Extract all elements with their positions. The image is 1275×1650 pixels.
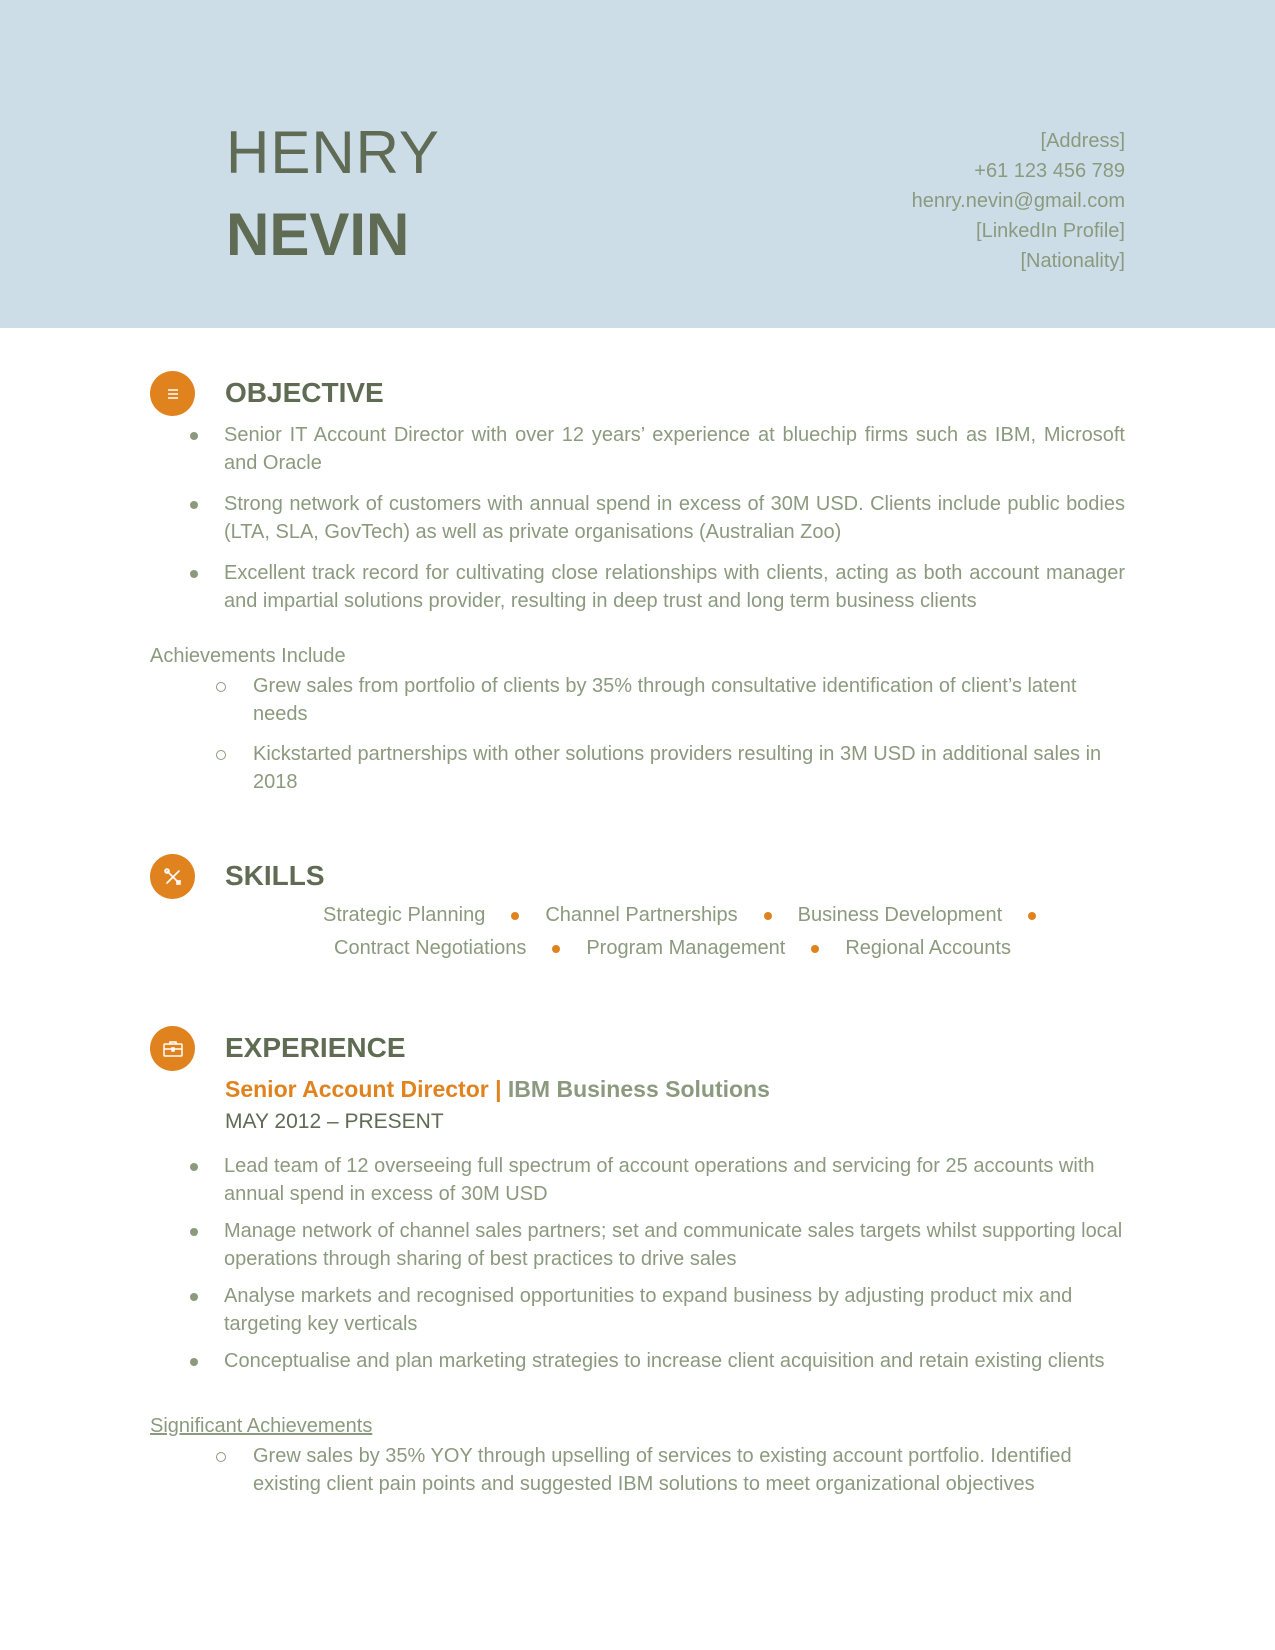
job-title: Senior Account Director | — [225, 1076, 502, 1102]
objective-achievements — [214, 672, 1126, 796]
experience-bullets — [190, 1152, 1125, 1375]
bullet-icon — [190, 570, 198, 578]
list-item: Excellent track record for cultivating close relationships with clients, acting as both account manager and impartial solutions provider, resulting in deep trust and long term business clients — [190, 559, 1125, 615]
skill-item: Regional Accounts — [845, 937, 1011, 959]
contact-phone: +61 123 456 789 — [974, 160, 1125, 182]
list-item: Manage network of channel sales partners; set and communicate sales targets whilst supporting local operations through sharing of best practices to drive sales — [190, 1217, 1125, 1273]
experience-heading: EXPERIENCE — [225, 1032, 406, 1063]
list-item: Conceptualise and plan marketing strategies to increase client acquisition and retain existing clients — [190, 1347, 1125, 1375]
contact-email[interactable]: henry.nevin@gmail.com — [911, 190, 1125, 212]
separator-dot-icon — [511, 912, 519, 920]
separator-dot-icon — [811, 945, 819, 953]
list-item: Kickstarted partnerships with other solutions providers resulting in 3M USD in additional sales in 2018 — [214, 740, 1126, 796]
achievements-label: Achievements Include — [150, 645, 346, 667]
bullet-icon — [190, 501, 198, 509]
list-item: Grew sales by 35% YOY through upselling of services to existing account portfolio. Identified existing client pain points and suggested IBM solutions to meet organizational objectives — [214, 1442, 1126, 1498]
job-dates: MAY 2012 – PRESENT — [225, 1110, 444, 1133]
contact-nationality: [Nationality] — [1020, 250, 1125, 272]
first-name: HENRY — [226, 119, 440, 186]
list-icon — [150, 371, 195, 416]
circle-bullet-icon — [216, 682, 226, 692]
job-company: IBM Business Solutions — [507, 1076, 770, 1102]
list-item: Lead team of 12 overseeing full spectrum of account operations and servicing for 25 accounts with annual spend in excess of 30M USD — [190, 1152, 1125, 1208]
skills-row-1 — [323, 904, 1062, 927]
list-item: Senior IT Account Director with over 12 years’ experience at bluechip firms such as IBM, Microsoft and Oracle — [190, 421, 1125, 477]
objective-heading: OBJECTIVE — [225, 377, 384, 408]
skills-heading: SKILLS — [225, 860, 325, 891]
contact-block — [912, 126, 1125, 276]
skill-item: Contract Negotiations — [334, 937, 527, 959]
experience-achievements — [214, 1442, 1126, 1498]
separator-dot-icon — [1028, 912, 1036, 920]
list-item: Analyse markets and recognised opportunities to expand business by adjusting product mix and targeting key verticals — [190, 1282, 1125, 1338]
circle-bullet-icon — [216, 1452, 226, 1462]
bullet-icon — [190, 1228, 198, 1236]
skill-item: Business Development — [797, 904, 1003, 926]
header-banner — [0, 0, 1275, 328]
bullet-icon — [190, 1293, 198, 1301]
objective-bullets — [190, 421, 1125, 615]
list-item: Grew sales from portfolio of clients by 35% through consultative identification of client’s latent needs — [214, 672, 1126, 728]
separator-dot-icon — [552, 945, 560, 953]
briefcase-icon — [150, 1026, 195, 1071]
bullet-icon — [190, 1358, 198, 1366]
skills-row-2 — [334, 937, 1011, 960]
skill-item: Strategic Planning — [323, 904, 486, 926]
separator-dot-icon — [764, 912, 772, 920]
bullet-icon — [190, 1163, 198, 1171]
contact-linkedin[interactable]: [LinkedIn Profile] — [976, 220, 1125, 242]
circle-bullet-icon — [216, 750, 226, 760]
significant-achievements-label: Significant Achievements — [150, 1415, 373, 1437]
last-name: NEVIN — [226, 201, 410, 268]
list-item: Strong network of customers with annual spend in excess of 30M USD. Clients include public bodies (LTA, SLA, GovTech) as well as private organisations (Australian Zoo) — [190, 490, 1125, 546]
skill-item: Channel Partnerships — [545, 904, 738, 926]
contact-address: [Address] — [1040, 130, 1125, 152]
tools-icon — [150, 854, 195, 899]
bullet-icon — [190, 432, 198, 440]
job-heading — [225, 1076, 770, 1103]
skill-item: Program Management — [586, 937, 786, 959]
